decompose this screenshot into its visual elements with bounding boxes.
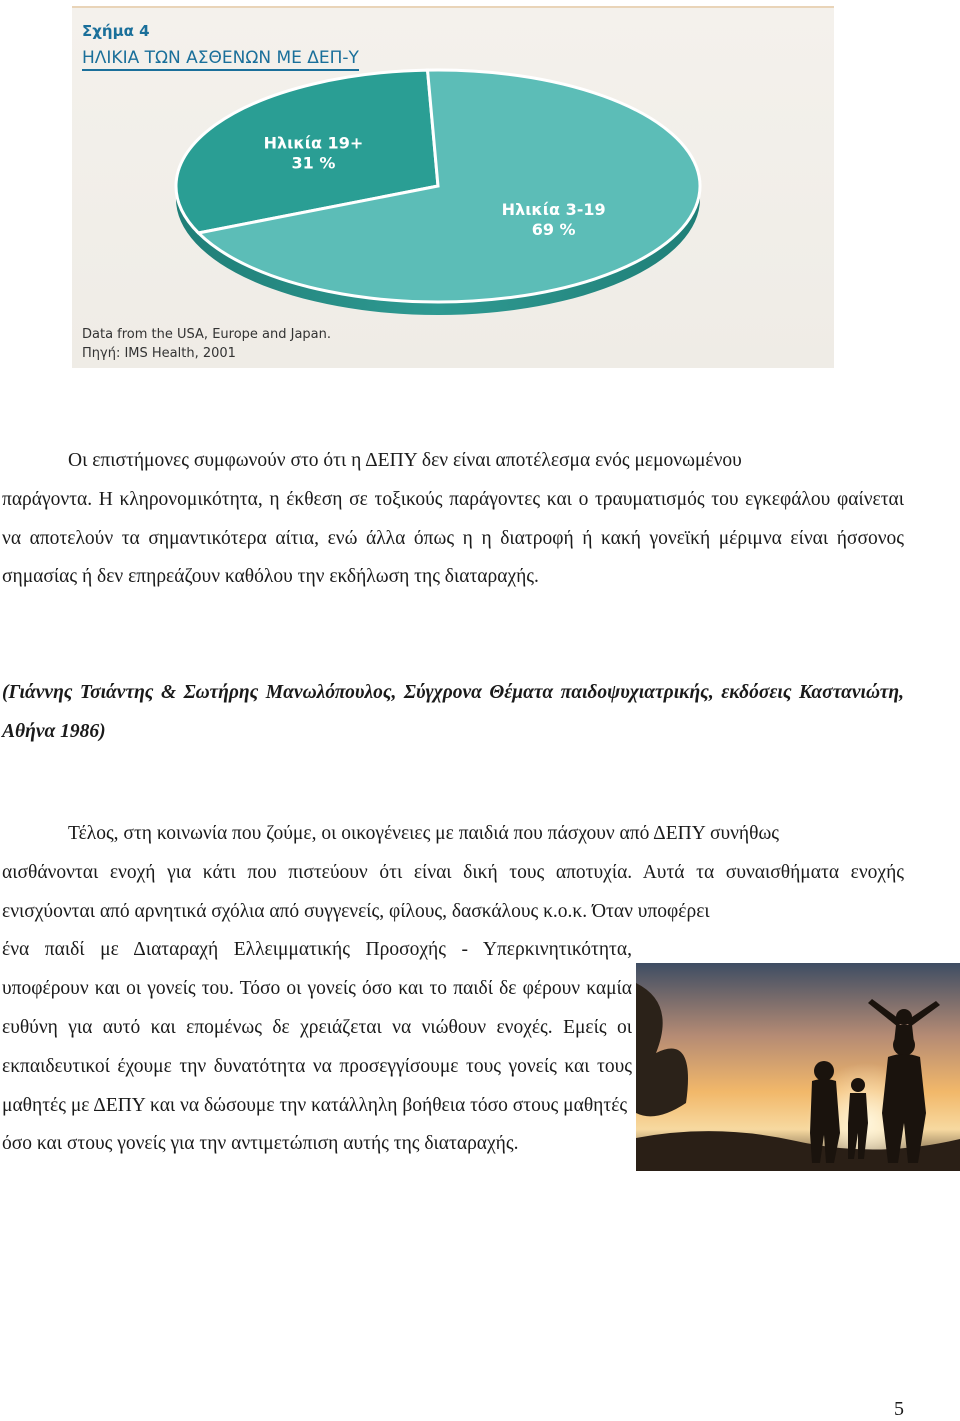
figure-pie-chart — [72, 6, 834, 368]
paragraph-families-wrapped: ένα παιδί με Διαταραχή Ελλειμματικής Προσοχής - Υπερκινητικότητα, υποφέρουν και οι γονείς του. Τόσο οι γονείς όσο και το παιδί δε φέρουν καμία ευθύνη για αυτό και επομένως δε χρειάζεται να νιώθουν ενοχές. Εμείς οι εκπαιδευτικοί έχουμε την δυνατότητα να προσεγγίσουμε τους γονείς και τους μαθητές με ΔΕΠΥ και να δώσουμε την κατάλληλη βοήθεια τόσο στους μαθητές — [2, 939, 632, 1116]
slice-label: Ηλικία 3-19 — [501, 199, 606, 219]
page-number: 5 — [894, 1398, 904, 1420]
figure-number: Σχήμα 4 — [82, 22, 150, 40]
citation: (Γιάννης Τσιάντης & Σωτήρης Μανωλόπουλος, Σύγχρονα Θέματα παιδοψυχιατρικής, εκδόσεις Καστανιώτη, Αθήνα 1986) — [2, 682, 904, 742]
slice-label: Ηλικία 19+ — [263, 133, 364, 153]
figure-source-note: Πηγή: IMS Health, 2001 — [82, 346, 236, 361]
figure-title: ΗΛΙΚΙΑ ΤΩΝ ΑΣΘΕΝΩΝ ΜΕ ΔΕΠ-Υ — [82, 48, 359, 71]
slice-value-label: 69 % — [531, 219, 576, 239]
paragraph-causes — [2, 442, 904, 597]
paragraph-families-first-line: Τέλος, στη κοινωνία που ζούμε, οι οικογένειες με παιδιά που πάσχουν από ΔΕΠΥ συνήθως — [68, 823, 780, 844]
paragraph-causes-first-line: Οι επιστήμονες συμφωνούν στο ότι η ΔΕΠΥ δεν είναι αποτέλεσμα ενός μεμονωμένου — [68, 450, 742, 471]
slice-value-label: 31 % — [291, 153, 336, 173]
figure-data-note: Data from the USA, Europe and Japan. — [82, 327, 332, 342]
paragraph-families-last-line: όσο και στους γονείς για την αντιμετώπιση αυτής της διαταραχής. — [2, 1133, 519, 1155]
family-sunset-photo — [636, 963, 960, 1171]
paragraph-causes-body: παράγοντα. Η κληρονομικότητα, η έκθεση σε τοξικούς παράγοντες και ο τραυματισμός του εγκεφάλου φαίνεται να αποτελούν τα σημαντικότερα αίτια, ενώ άλλα όπως η η διατροφή ή κακή γονεϊκή μέριμνα είναι ήσσονος σημασίας ή δεν επηρεάζουν καθόλου την εκδήλωση της διαταραχής. — [2, 488, 904, 588]
family-silhouette-image — [636, 963, 960, 1171]
paragraph-families-body: αισθάνονται ενοχή για κάτι που πιστεύουν ότι είναι δική τους αποτυχία. Αυτά τα συναισθήματα ενοχής ενισχύονται από αρνητικά σχόλια από συγγενείς, φίλους, δασκάλους κ.ο.κ. Όταν υποφέρει — [2, 861, 904, 922]
